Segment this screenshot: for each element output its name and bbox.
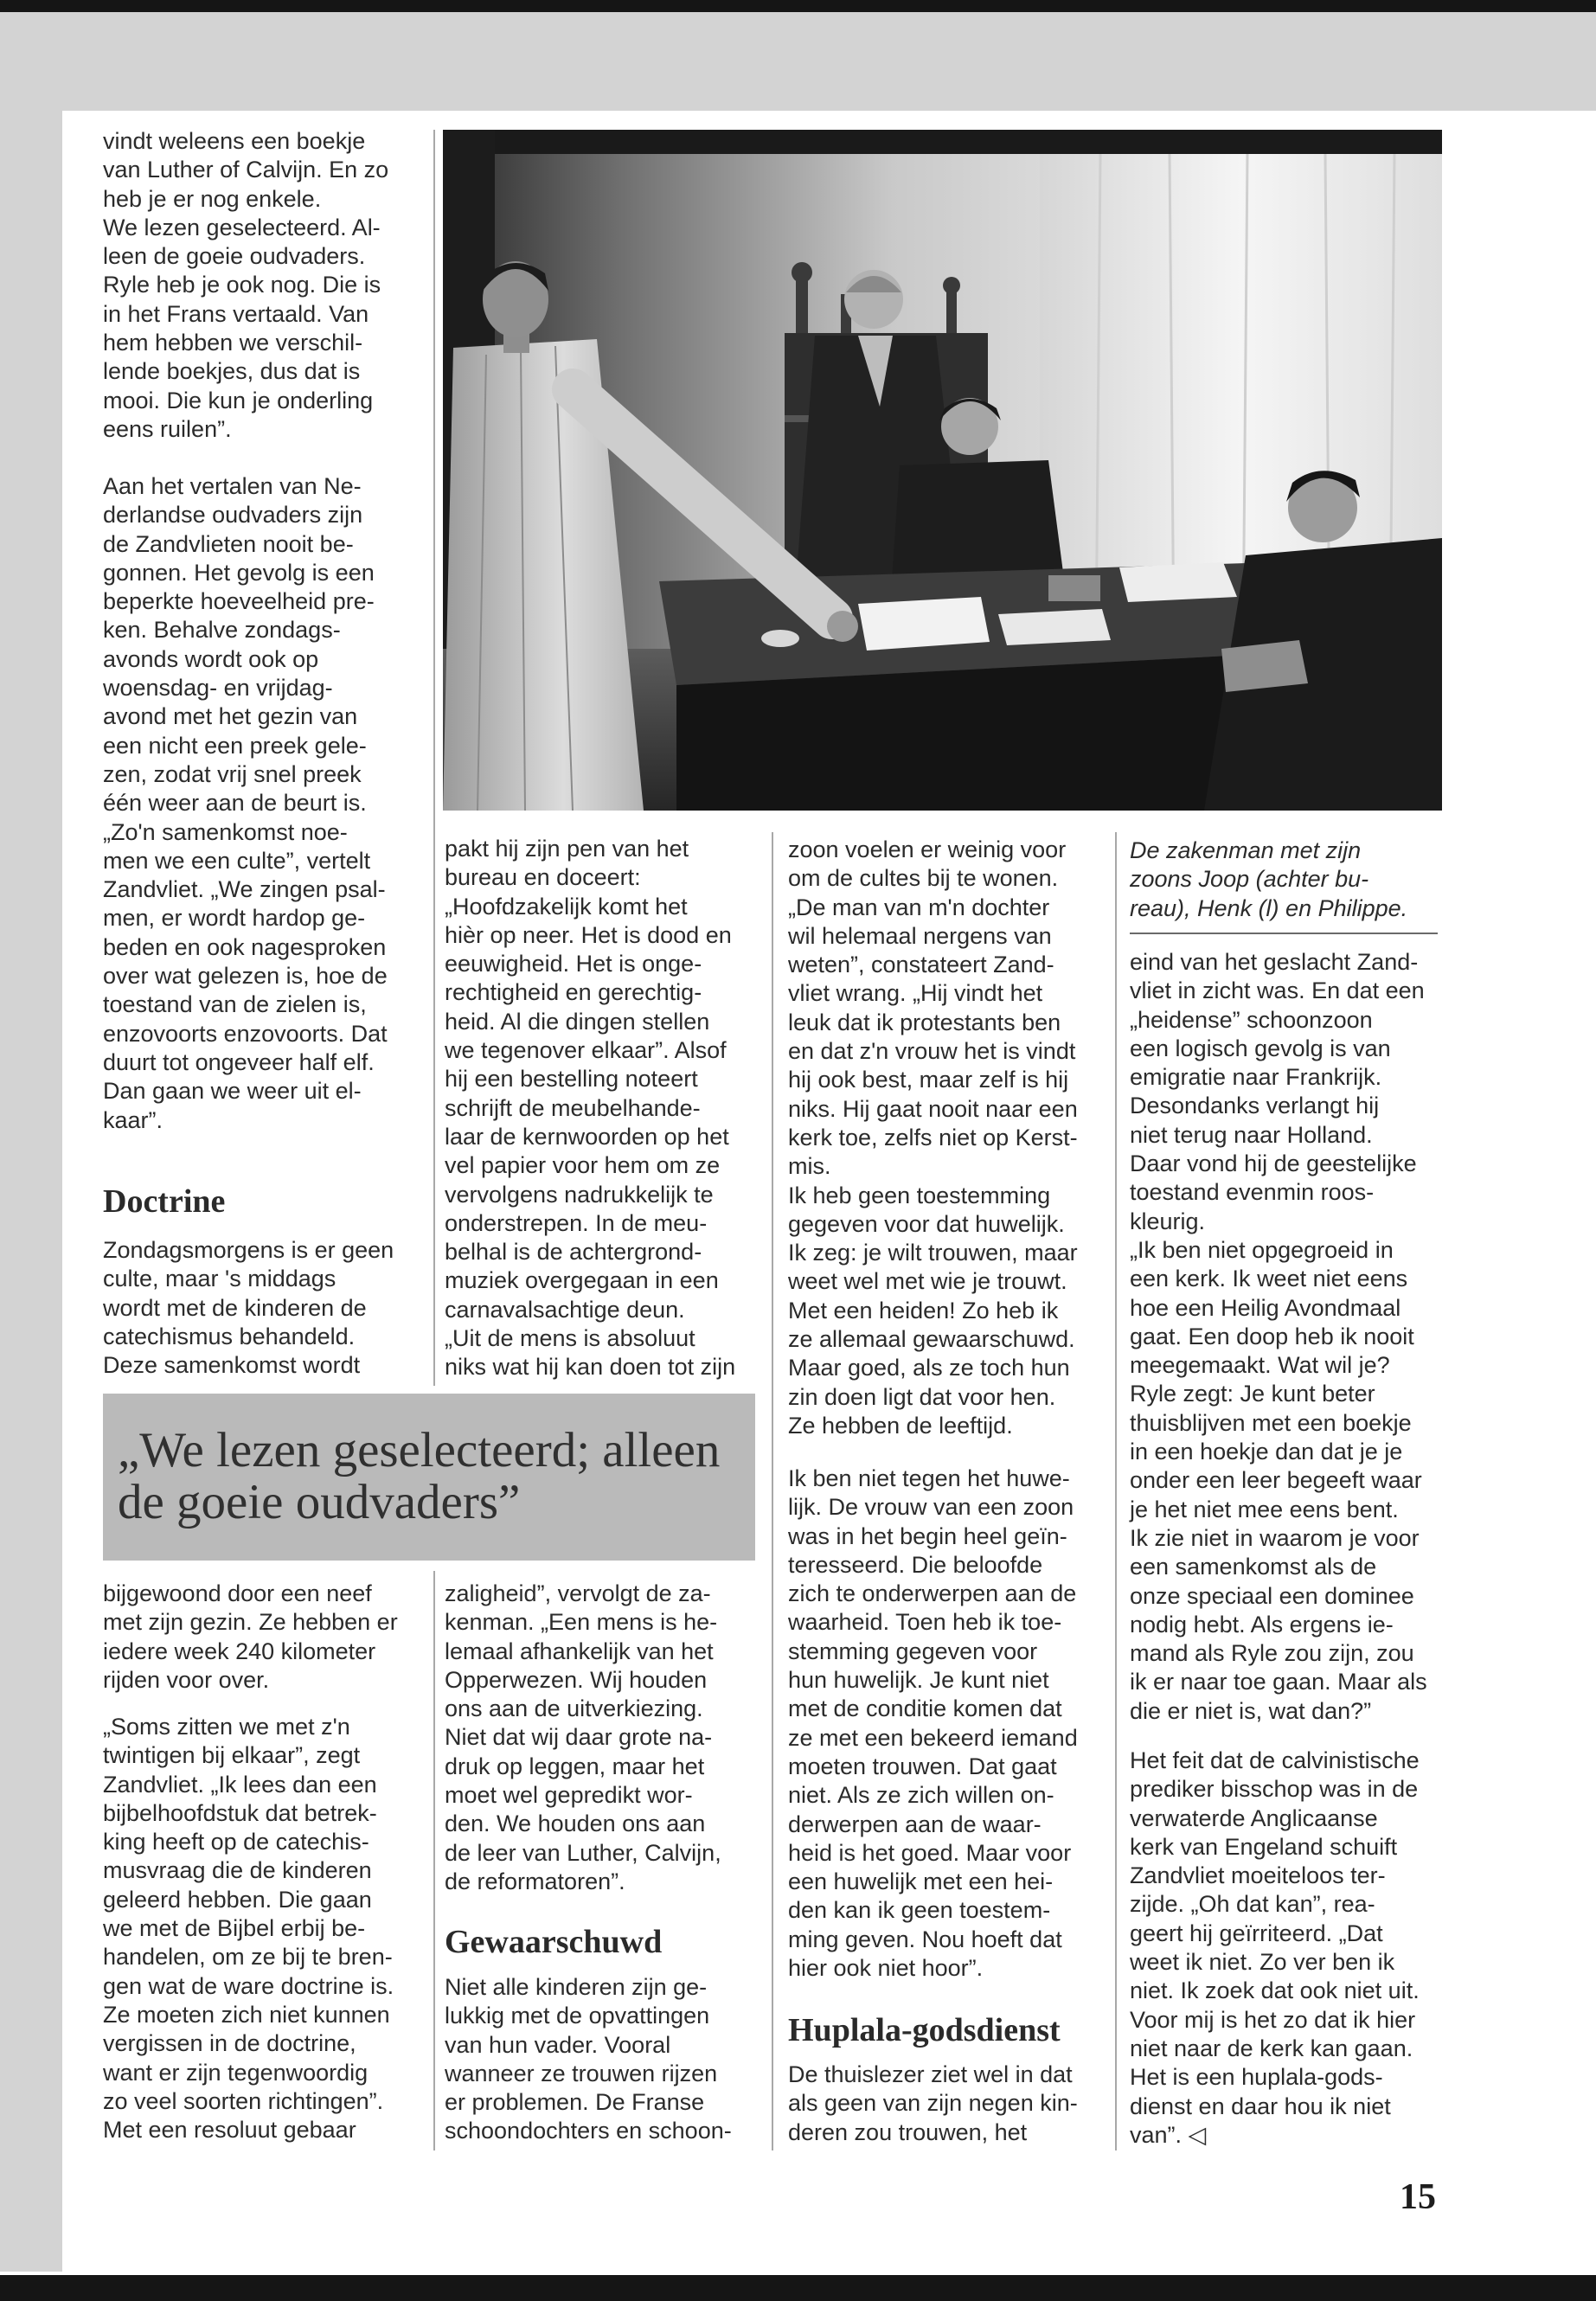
scan-top-edge [0,0,1596,12]
article-paragraph: Het feit dat de calvinistische prediker bisschop was in de verwaterde Anglicaanse kerk van Engeland schuift Zandvliet moeiteloos ter- zijde. „Oh dat kan”, rea- geert hij geïrriteerd. „Dat weet ik niet. Zo ver ben ik niet. Ik zoek dat ook niet uit. Voor mij is het zo dat ik hier niet naar de kerk kan gaan. Het is een huplala-gods- dienst en daar hou ik niet van”. ◁ [1130,1747,1420,2148]
article-paragraph: zoon voelen er weinig voor om de cultes bij te wonen. „De man van m'n dochter wil helemaal nergens van weten”, constateert Zand- vliet wrang. „Hij vindt het leuk dat ik protestants ben en dat z'n vrouw het is vindt hij ook best, maar zelf is hij niks. Hij gaat nooit naar een kerk toe, zelfs niet op Kerst- mis. Ik heb geen toestemming gegeven voor dat huwelijk. Ik zeg: je wilt trouwen, maar weet wel met wie je trouwt. Met een heiden! Zo heb ik ze allemaal gewaarschuwd. Maar goed, als ze toch hun zin doen ligt dat voor hen. Ze hebben de leeftijd. [788,836,1078,1439]
article-paragraph: pakt hij zijn pen van het bureau en doceert: „Hoofdzakelijk komt het hièr op neer. Het is dood en eeuwigheid. Het is onge- rechtigheid en gerechtig- heid. Al die dingen stellen we tegenover elkaar”. Alsof hij een bestelling noteert schrijft de meubelhande- laar de kernwoorden op het vel papier voor hem om ze vervolgens nadrukkelijk te onderstrepen. In de meu- belhal is de achtergrond- muziek overgegaan in een carnavalsachtige deun. „Uit de mens is absoluut niks wat hij kan doen tot zijn [445,836,736,1381]
column-rule-1-top [433,130,435,1386]
article-paragraph: vindt weleens een boekje van Luther of Calvijn. En zo heb je er nog enkele. We lezen geselecteerd. Al- leen de goeie oudvaders. Ryle heb je ook nog. Die is in het Frans vertaald. Van hem hebben we verschil- lende boekjes, dus dat is mooi. Die kun je onderling eens ruilen”. [103,128,389,442]
page-number: 15 [1400,2177,1436,2217]
section-heading-huplala-godsdienst: Huplala-godsdienst [788,2012,1061,2048]
article-paragraph: Aan het vertalen van Ne- derlandse oudvaders zijn de Zandvlieten nooit be- gonnen. Het gevolg is een beperkte hoeveelheid pre- ken. Behalve zondags- avonds wordt ook op woensdag- en vrijdag- avond met het gezin van een nicht een preek gele- zen, zodat vrij snel preek één weer aan de beurt is. „Zo'n samenkomst noe- men we een culte”, vertelt Zandvliet. „We zingen psal- men, er wordt hardop ge- beden en ook nagesproken over wat gelezen is, hoe de toestand van de zielen is, enzovoorts enzovoorts. Dat duurt tot ongeveer half elf. Dan gaan we weer uit el- kaar”. [103,473,388,1133]
photo-ceiling [443,130,1442,154]
photo [443,130,1442,811]
section-heading-gewaarschuwd: Gewaarschuwd [445,1924,663,1960]
scan-left-margin [0,12,62,2272]
article-paragraph: Ik ben niet tegen het huwe- lijk. De vrouw van een zoon was in het begin heel geïn- teresseerd. Die beloofde zich te onderwerpen aan de waarheid. Toen heb ik toe- stemming gegeven voor hun huwelijk. Je kunt niet met de conditie komen dat ze met een bekeerd iemand moeten trouwen. Dat gaat niet. Als ze zich willen on- derwerpen aan de waar- heid is het goed. Maar voor een huwelijk met een hei- den kan ik geen toestem- ming geven. Nou hoeft dat hier ook niet hoor”. [788,1465,1078,1982]
article-paragraph: bijgewoond door een neef met zijn gezin. Ze hebben er iedere week 240 kilometer rijden voor over. [103,1580,398,1693]
scan-bottom-edge [0,2275,1596,2301]
column-rule-2 [772,832,773,2150]
photo-caption: De zakenman met zijn zoons Joop (achter bu- reau), Henk (l) en Philippe. [1130,837,1408,921]
article-paragraph: Zondagsmorgens is er geen culte, maar 's middags wordt met de kinderen de catechismus behandeld. Deze samenkomst wordt [103,1237,394,1379]
column-rule-3 [1115,832,1117,2150]
article-paragraph: De thuislezer ziet wel in dat als geen van zijn negen kin- deren zou trouwen, het [788,2061,1078,2145]
article-paragraph: Niet alle kinderen zijn ge- lukkig met de opvattingen van hun vader. Vooral wanneer ze trouwen rijzen er problemen. De Franse schoondochters en schoon- [445,1974,732,2144]
column-rule-1-bottom [433,1571,435,2150]
article-paragraph: „Soms zitten we met z'n twintigen bij elkaar”, zegt Zandvliet. „Ik lees dan een bijbelhoofdstuk dat betrek- king heeft op de catechis- musvraag die de kinderen geleerd hebben. Die gaan we met de Bijbel erbij be- handelen, om ze bij te bren- gen wat de ware doctrine is. Ze moeten zich niet kunnen vergissen in de doctrine, want er zijn tegenwoordig zo veel soorten richtingen”. Met een resoluut gebaar [103,1714,394,2144]
article-paragraph: eind van het geslacht Zand- vliet in zicht was. En dat een „heidense” schoonzoon een logisch gevolg is van emigratie naar Frankrijk. Desondanks verlangt hij niet terug naar Holland. Daar vond hij de geestelijke toestand evenmin roos- kleurig. „Ik ben niet opgegroeid in een kerk. Ik weet niet eens hoe een Heilig Avondmaal gaat. Een doop heb ik nooit meegemaakt. Wat wil je? Ryle zegt: Je kunt beter thuisblijven met een boekje in een hoekje dan dat je je onder een leer begeeft waar je het niet mee eens bent. Ik zie niet in waarom je voor een samenkomst als de onze speciaal een dominee nodig hebt. Als ergens ie- mand als Ryle zou zijn, zou ik er naar toe gaan. Maar als die er niet is, wat dan?” [1130,949,1427,1724]
pull-quote-box [103,1394,755,1561]
caption-divider [1130,933,1438,934]
section-heading-doctrine: Doctrine [103,1183,226,1220]
pull-quote: „We lezen geselecteerd; alleen de goeie oudvaders” [118,1423,721,1529]
scan-top-margin [0,12,1596,111]
article-paragraph: zaligheid”, vervolgt de za- kenman. „Een mens is he- lemaal afhankelijk van het Opperwezen. Wij houden ons aan de uitverkiezing. Niet dat wij daar grote na- druk op leggen, maar het moet wel gepredikt wor- den. We houden ons aan de leer van Luther, Calvijn, de reformatoren”. [445,1580,721,1894]
